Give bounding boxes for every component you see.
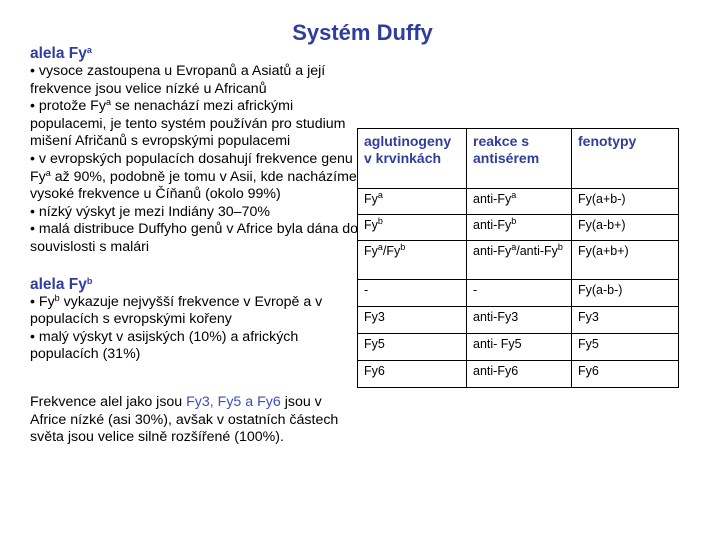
cell-reaction <box>467 215 572 241</box>
freq-post: jsou v Africe nízké (asi 30%), avšak v ostatních částech světa jsou velice silně rozšířené (100%). <box>30 393 339 446</box>
header-reaction: reakce s antisérem <box>467 129 572 189</box>
cell-agglutinogen <box>358 189 467 215</box>
heading-fya-text: alela Fy <box>30 45 87 62</box>
fyb-bullet-2: • malý výskyt v asijských (10%) a afrických populacích (31%) <box>30 328 299 363</box>
cell-reaction <box>467 189 572 215</box>
cell-agglutinogen <box>358 241 467 280</box>
fyb-bullet-1-post: vykazuje nejvyšší frekvence v Evropě a v populacích s evropskými kořeny <box>30 293 323 328</box>
freq-pre: Frekvence alel jako jsou <box>30 393 187 410</box>
page-title: Systém Duffy <box>292 20 433 45</box>
cell-sup: a <box>511 190 517 200</box>
cell-phenotype: Fy3 <box>572 307 679 334</box>
cell-agglutinogen: Fy3 <box>358 307 467 334</box>
heading-allele-fya <box>30 44 360 63</box>
heading-allele-fyb <box>30 275 360 294</box>
cell-phenotype: Fy(a-b-) <box>572 280 679 307</box>
cell-text: /Fy <box>382 244 401 258</box>
cell-reaction <box>467 241 572 280</box>
fyb-bullet-1 <box>30 294 360 329</box>
cell-sup: b <box>557 242 563 252</box>
cell-reaction: anti-Fy6 <box>467 361 572 388</box>
fya-bullet-5: • malá distribuce Duffyho genů v Africe byla dána do souvislosti s malári <box>30 221 359 255</box>
cell-phenotype: Fy5 <box>572 334 679 361</box>
fya-bullet-3-post: až 90%, podobně je tomu v Asii, kde nacházíme vysoké frekvence u Číňanů (okolo 99%) <box>30 168 357 203</box>
cell-text: anti-Fy <box>473 244 512 258</box>
cell-agglutinogen <box>358 215 467 241</box>
table-row <box>358 215 679 241</box>
table-row <box>358 189 679 215</box>
freq-highlight: Fy3, Fy5 a Fy6 <box>186 393 281 410</box>
table-row <box>358 307 679 334</box>
cell-text: Fy <box>364 218 378 232</box>
fya-bullet-1: • vysoce zastoupena u Evropanů a Asiatů a její frekvence jsou velice nízké u Africanů <box>30 63 326 97</box>
fya-bullet-2-sup: a <box>105 97 111 108</box>
duffy-table <box>357 128 679 388</box>
cell-reaction: - <box>467 280 572 307</box>
cell-agglutinogen: Fy6 <box>358 361 467 388</box>
frequency-paragraph <box>30 394 360 447</box>
spacer <box>30 257 360 275</box>
cell-text: anti-Fy <box>473 218 512 232</box>
cell-sup: b <box>377 216 383 226</box>
table-row <box>358 361 679 388</box>
cell-sup: b <box>400 242 406 252</box>
fya-bullet-3-pre: • v evropských populacích dosahují frekvence genu Fy <box>30 150 353 185</box>
cell-sup: a <box>377 242 383 252</box>
fya-bullet-3 <box>30 151 360 204</box>
cell-text: /anti-Fy <box>516 244 558 258</box>
cell-sup: a <box>511 242 517 252</box>
fyb-bullet-1-sup: b <box>54 292 60 303</box>
cell-phenotype: Fy(a+b+) <box>572 241 679 280</box>
fya-bullet-3-sup: a <box>45 167 51 178</box>
fyb-bullet-1-pre: • Fy <box>30 293 55 310</box>
cell-phenotype: Fy6 <box>572 361 679 388</box>
fya-bullet-4: • nízký výskyt je mezi Indiány 30–70% <box>30 203 270 220</box>
cell-agglutinogen: - <box>358 280 467 307</box>
table-row <box>358 280 679 307</box>
heading-fya-sup: a <box>86 45 92 55</box>
cell-text: Fy <box>364 244 378 258</box>
cell-text: Fy <box>364 192 378 206</box>
header-agglutinogens: aglutinogeny v krvinkách <box>358 129 467 189</box>
cell-phenotype: Fy(a-b+) <box>572 215 679 241</box>
cell-text: anti-Fy <box>473 192 512 206</box>
cell-phenotype: Fy(a+b-) <box>572 189 679 215</box>
table-row <box>358 334 679 361</box>
cell-reaction: anti-Fy3 <box>467 307 572 334</box>
heading-fyb-sup: b <box>86 275 93 286</box>
fya-bullet-2-post: se nenachází mezi africkými populacemi, je tento systém používán pro studium mišení Afričanů s evropskými populacemi <box>30 98 346 150</box>
left-text-column <box>30 44 360 447</box>
heading-fyb-text: alela Fy <box>30 275 87 293</box>
cell-sup: b <box>511 216 517 226</box>
table-row <box>358 241 679 280</box>
fya-bullet-2-pre: • protože Fy <box>30 98 106 115</box>
cell-sup: a <box>377 190 383 200</box>
spacer <box>30 364 360 394</box>
cell-reaction: anti- Fy5 <box>467 334 572 361</box>
header-phenotypes: fenotypy <box>572 129 679 189</box>
cell-agglutinogen: Fy5 <box>358 334 467 361</box>
fya-bullet-2 <box>30 98 360 151</box>
table-header-row <box>358 129 679 189</box>
